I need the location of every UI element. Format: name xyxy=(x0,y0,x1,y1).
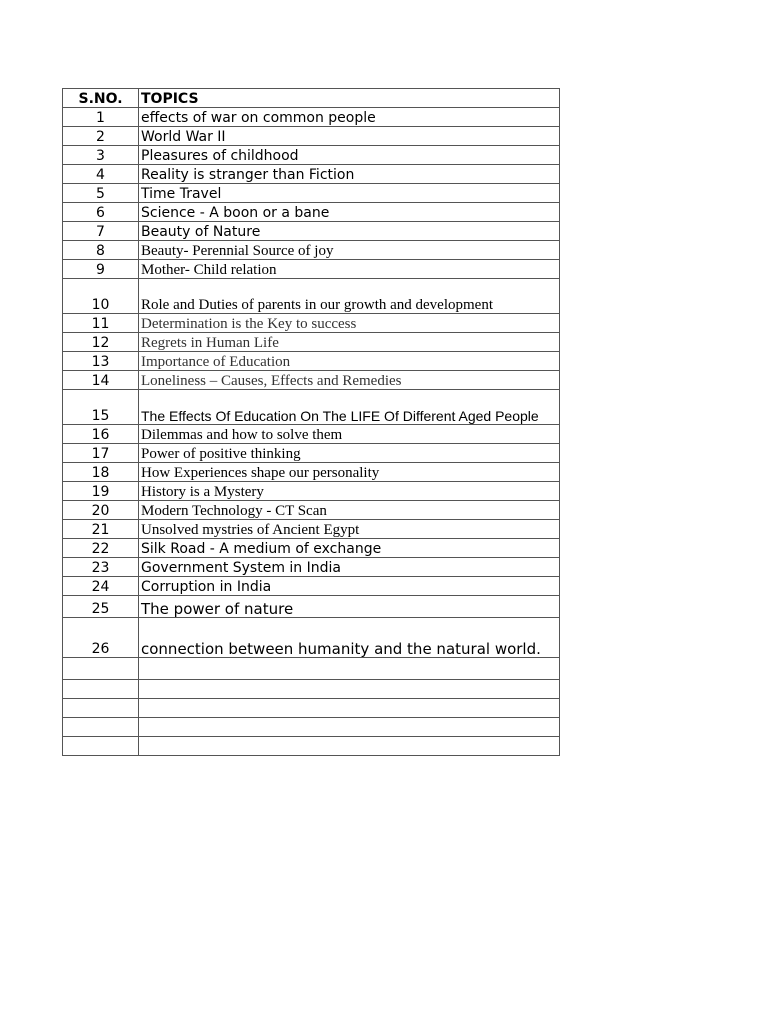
row-topic: Unsolved mystries of Ancient Egypt xyxy=(139,520,560,539)
row-topic: Dilemmas and how to solve them xyxy=(139,425,560,444)
table-row xyxy=(63,241,560,260)
table-row xyxy=(63,108,560,127)
table-row-empty xyxy=(63,737,560,756)
row-topic xyxy=(139,718,560,737)
row-number: 9 xyxy=(63,260,139,279)
row-number: 6 xyxy=(63,203,139,222)
row-topic: How Experiences shape our personality xyxy=(139,463,560,482)
table-row xyxy=(63,390,560,425)
row-topic: Determination is the Key to success xyxy=(139,314,560,333)
row-number: 7 xyxy=(63,222,139,241)
table-row xyxy=(63,539,560,558)
row-topic xyxy=(139,737,560,756)
topics-table xyxy=(62,88,560,756)
table-row xyxy=(63,618,560,658)
row-number xyxy=(63,718,139,737)
row-number: 22 xyxy=(63,539,139,558)
row-number: 20 xyxy=(63,501,139,520)
row-topic: The power of nature xyxy=(139,596,560,618)
row-number: 18 xyxy=(63,463,139,482)
row-topic: Modern Technology - CT Scan xyxy=(139,501,560,520)
table-row xyxy=(63,482,560,501)
table-row xyxy=(63,314,560,333)
row-topic: Power of positive thinking xyxy=(139,444,560,463)
table-row-empty xyxy=(63,658,560,680)
table-row xyxy=(63,463,560,482)
table-row xyxy=(63,352,560,371)
topics-header: TOPICS xyxy=(139,89,560,108)
table-row xyxy=(63,222,560,241)
table-row xyxy=(63,577,560,596)
table-row xyxy=(63,127,560,146)
row-number: 19 xyxy=(63,482,139,501)
table-row xyxy=(63,501,560,520)
row-number xyxy=(63,680,139,699)
table-row xyxy=(63,333,560,352)
row-number: 12 xyxy=(63,333,139,352)
row-topic: Corruption in India xyxy=(139,577,560,596)
row-number: 15 xyxy=(63,390,139,425)
row-number: 16 xyxy=(63,425,139,444)
row-topic: Loneliness – Causes, Effects and Remedies xyxy=(139,371,560,390)
table-row xyxy=(63,596,560,618)
table-row xyxy=(63,371,560,390)
row-topic: Reality is stranger than Fiction xyxy=(139,165,560,184)
table-row xyxy=(63,203,560,222)
row-topic: Government System in India xyxy=(139,558,560,577)
row-number: 26 xyxy=(63,618,139,658)
row-topic: Role and Duties of parents in our growth and development xyxy=(139,279,560,314)
row-number: 21 xyxy=(63,520,139,539)
row-number: 2 xyxy=(63,127,139,146)
table-row xyxy=(63,165,560,184)
row-number: 25 xyxy=(63,596,139,618)
row-topic: Regrets in Human Life xyxy=(139,333,560,352)
row-topic: Mother- Child relation xyxy=(139,260,560,279)
table-row-empty xyxy=(63,718,560,737)
row-number: 17 xyxy=(63,444,139,463)
table-row-empty xyxy=(63,699,560,718)
row-topic: Importance of Education xyxy=(139,352,560,371)
row-number: 24 xyxy=(63,577,139,596)
row-topic: Beauty- Perennial Source of joy xyxy=(139,241,560,260)
table-row xyxy=(63,184,560,203)
row-number: 8 xyxy=(63,241,139,260)
row-topic xyxy=(139,699,560,718)
table-row xyxy=(63,444,560,463)
row-topic: Pleasures of childhood xyxy=(139,146,560,165)
table-row xyxy=(63,260,560,279)
row-topic: Time Travel xyxy=(139,184,560,203)
row-number: 3 xyxy=(63,146,139,165)
row-number: 13 xyxy=(63,352,139,371)
row-topic: Beauty of Nature xyxy=(139,222,560,241)
sno-header: S.NO. xyxy=(63,89,139,108)
row-topic: connection between humanity and the natural world. xyxy=(139,618,560,658)
row-number: 23 xyxy=(63,558,139,577)
row-number xyxy=(63,699,139,718)
table-row xyxy=(63,520,560,539)
row-number xyxy=(63,658,139,680)
table-row xyxy=(63,558,560,577)
table-row-empty xyxy=(63,680,560,699)
row-number xyxy=(63,737,139,756)
row-topic: History is a Mystery xyxy=(139,482,560,501)
row-number: 11 xyxy=(63,314,139,333)
row-topic: Silk Road - A medium of exchange xyxy=(139,539,560,558)
row-number: 5 xyxy=(63,184,139,203)
row-number: 10 xyxy=(63,279,139,314)
table-row xyxy=(63,425,560,444)
table-row xyxy=(63,146,560,165)
row-topic: Science - A boon or a bane xyxy=(139,203,560,222)
row-number: 14 xyxy=(63,371,139,390)
header-row xyxy=(63,89,560,108)
row-topic: World War II xyxy=(139,127,560,146)
row-topic: The Effects Of Education On The LIFE Of Different Aged People xyxy=(139,390,560,425)
row-number: 1 xyxy=(63,108,139,127)
row-topic: effects of war on common people xyxy=(139,108,560,127)
row-topic xyxy=(139,680,560,699)
row-number: 4 xyxy=(63,165,139,184)
table-row xyxy=(63,279,560,314)
row-topic xyxy=(139,658,560,680)
